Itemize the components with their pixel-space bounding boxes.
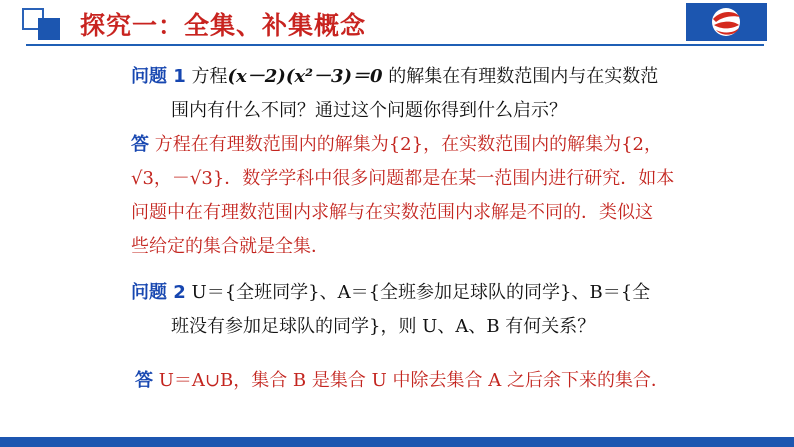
answer-1-line-2: √3，－√3}．数学学科中很多问题都是在某一范围内进行研究．如本 — [131, 168, 675, 189]
question-1-line-2: 围内有什么不同？通过这个问题你得到什么启示？ — [171, 100, 567, 121]
answer-2-label: 答 — [135, 370, 153, 391]
question-1-label: 问题 1 — [131, 66, 186, 87]
slide-title: 探究一：全集、补集概念 — [80, 11, 367, 40]
answer-1-line-1-text: 方程在有理数范围内的解集为{2}，在实数范围内的解集为{2， — [154, 134, 662, 155]
answer-1 — [131, 128, 691, 264]
question-2-label: 问题 2 — [131, 282, 186, 303]
answer-1-line-1 — [131, 128, 691, 162]
question-1 — [131, 60, 691, 128]
corner-square-filled-icon — [38, 18, 60, 40]
slide-header — [0, 0, 794, 46]
header-divider — [26, 44, 764, 46]
q1-equation: (x－2)(x²－3)＝0 — [227, 66, 383, 87]
footer-bar — [0, 437, 794, 447]
question-1-line-1 — [131, 60, 691, 94]
answer-1-line-4: 些给定的集合就是全集． — [131, 236, 329, 257]
answer-2-text: U＝A∪B，集合 B 是集合 U 中除去集合 A 之后余下来的集合． — [158, 370, 669, 391]
q1-text-post: 的解集在有理数范围内与在实数范 — [388, 66, 659, 87]
question-2-line-1-text: U＝{全班同学}、A＝{全班参加足球队的同学}、B＝{全 — [191, 282, 651, 303]
logo-icon — [686, 3, 767, 41]
answer-1-label: 答 — [131, 134, 149, 155]
q1-text-pre: 方程 — [191, 66, 228, 87]
question-2-line-2: 班没有参加足球队的同学}，则 U、A、B 有何关系？ — [171, 316, 596, 337]
answer-1-line-3: 问题中在有理数范围内求解与在实数范围内求解是不同的．类似这 — [131, 202, 653, 223]
answer-2 — [135, 364, 695, 398]
answer-2-line — [135, 364, 695, 398]
question-2-line-1 — [131, 276, 691, 310]
question-2 — [131, 276, 691, 344]
